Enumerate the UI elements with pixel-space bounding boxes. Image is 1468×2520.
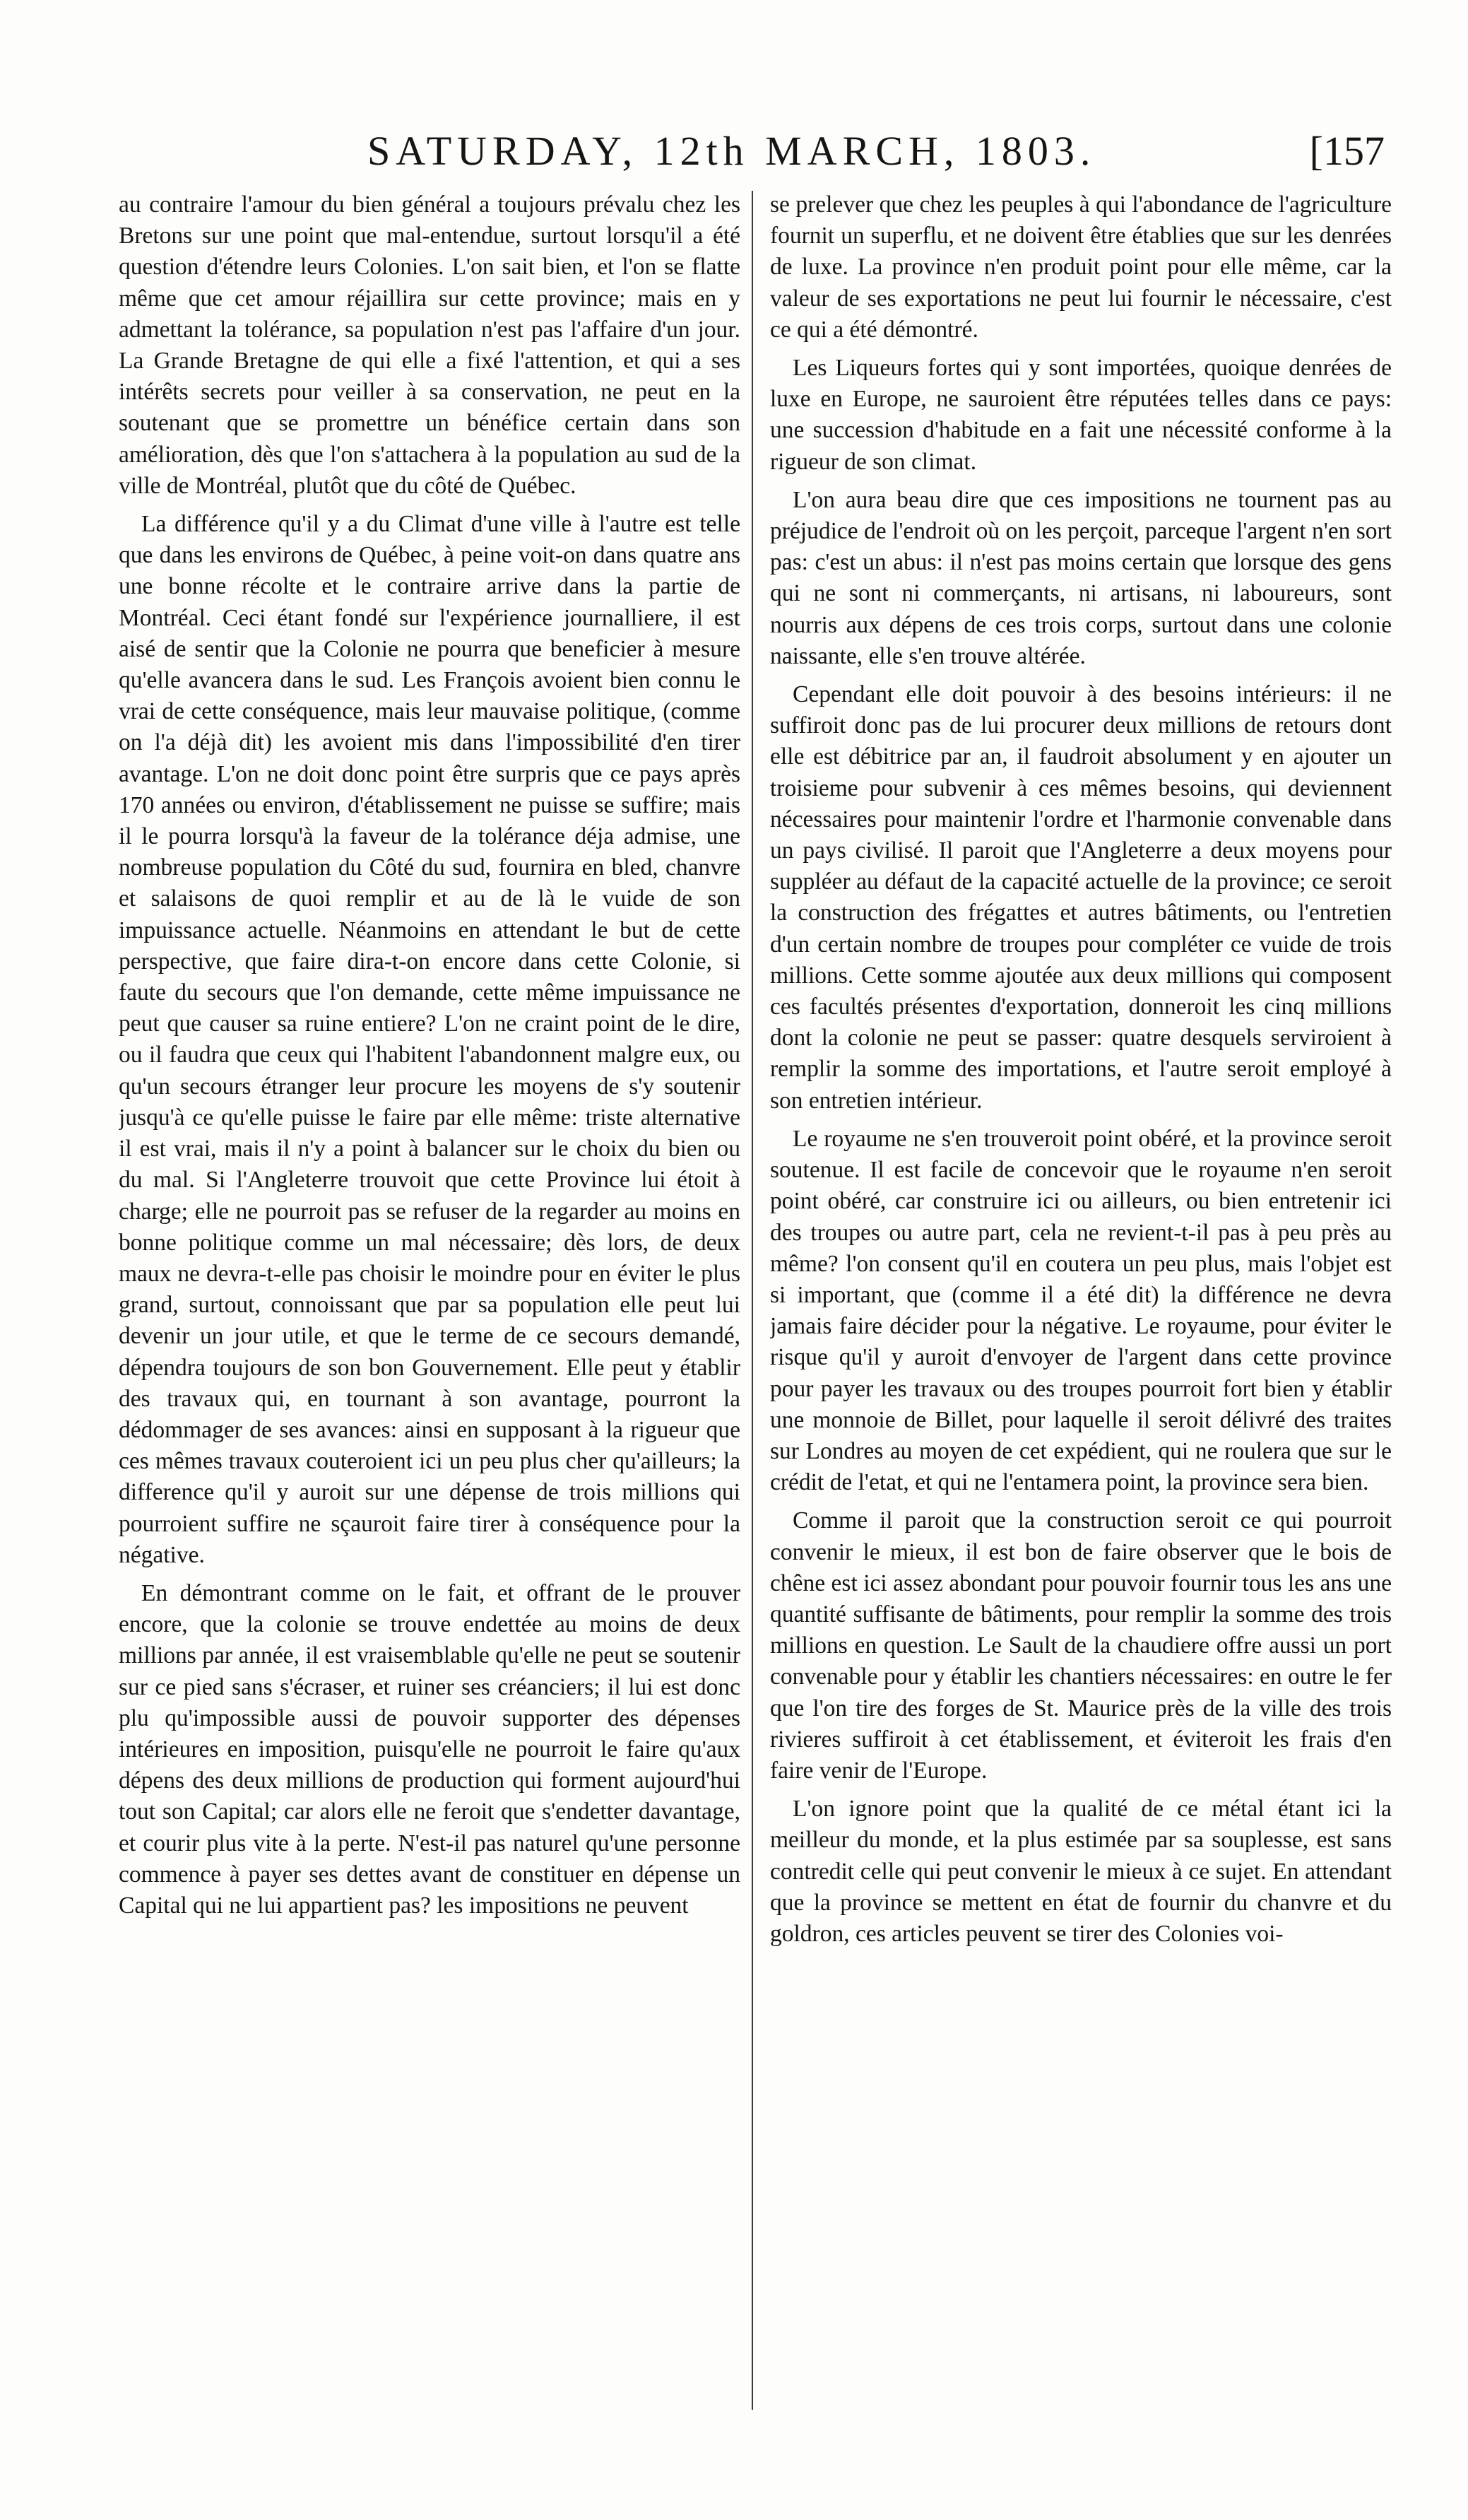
page-number: [157 bbox=[1309, 128, 1385, 174]
left-paragraph-2: La différence qu'il y a du Climat d'une ville à l'autre est telle que dans les environs de Québec, à peine voit-on dans quatre ans une bonne récolte et le contraire arrive dans la partie de Montréal. Ceci étant fondé sur l'expérience journalliere, il est aisé de sentir que la Colonie ne pourra que beneficier à mesure qu'elle avancera dans le sud. Les François avoient bien connu le vrai de cette conséquence, mais leur mauvaise politique, (comme on l'a déjà dit) les avoient mis dans l'impossibilité d'en tirer avantage. L'on ne doit donc point être surpris que ce pays après 170 années ou environ, d'établissement ne puisse se suffire; mais il le pourra lorsqu'à la faveur de la tolérance déja admise, une nombreuse population du Côté du sud, fournira en bled, chanvre et salaisons de quoi remplir et au de là le vuide de son impuissance actuelle. Néanmoins en attendant le but de cette perspective, que faire dira-t-on encore dans cette Colonie, si faute du secours que l'on demande, cette même impuissance ne peut que causer sa ruine entiere? L'on ne craint point de le dire, ou il faudra que ceux qui l'habitent l'abandonnent malgre eux, ou qu'un secours étranger leur procure les moyens de s'y soutenir jusqu'à ce qu'elle puisse le faire par elle même: triste alternative il est vrai, mais il n'y a point à balancer sur le choix du bien ou du mal. Si l'Angleterre trouvoit que cette Province lui étoit à charge; elle ne pourroit pas se refuser de la regarder au moins en bonne politique comme un mal nécessaire; dès lors, de deux maux ne devra-t-elle pas choisir le moindre pour en éviter le plus grand, surtout, connoissant que par sa population elle peut lui devenir un jour utile, et que le terme de ce secours demandé, dépendra toujours de son bon Gouvernement. Elle peut y établir des travaux qui, en tournant à son avantage, pourront la dédommager de ses avances: ainsi en supposant à la rigueur que ces mêmes travaux couteroient ici un peu plus cher qu'ailleurs; la difference qu'il y auroit sur une dépense de trois millions qui pourroient suffire ne sçauroit faire tirer à conséquence pour la négative. bbox=[119, 511, 740, 1568]
right-paragraph-3: L'on aura beau dire que ces impositions ne tournent pas au préjudice de l'endroit où on les perçoit, parceque l'argent n'en sort pas: c'est un abus: il n'est pas moins certain que lorsque des gens qui ne sont ni commerçants, ni artisans, ni laboureurs, sont nourris aux dépens de ces trois corps, surtout dans une colonie naissante, elle s'en trouve altérée. bbox=[770, 486, 1392, 669]
left-paragraph-1: au contraire l'amour du bien général a toujours prévalu chez les Bretons sur une point que mal-entendue, surtout lorsqu'il a été question d'étendre leurs Colonies. L'on sait bien, et l'on se flatte même que cet amour réjaillira sur cette province; mais en y admettant la tolérance, sa population n'est pas l'affaire d'un jour. La Grande Bretagne de qui elle a fixé l'attention, et qui a ses intérêts secrets pour veiller à sa conservation, ne peut en la soutenant que se promettre un bénéfice certain dans son amélioration, dès que l'on s'attachera à la population au sud de la ville de Montréal, plutôt que du côté de Québec. bbox=[119, 192, 740, 499]
right-paragraph-2: Les Liqueurs fortes qui y sont importées, quoique denrées de luxe en Europe, ne sauroient être réputées telles dans ce pays: une succession d'habitude en a fait une nécessité conforme à la rigueur de son climat. bbox=[770, 355, 1392, 475]
column-divider bbox=[752, 191, 753, 2410]
page-title: SATURDAY, 12th MARCH, 1803. bbox=[367, 128, 1096, 174]
right-paragraph-1: se prelever que chez les peuples à qui l'abondance de l'agriculture fournit un superflu, et ne doivent être établies que sur les denrées de luxe. La province n'en produit point pour elle même, car la valeur de ses exportations ne peut lui fournir le nécessaire, c'est ce qui a été démontré. bbox=[770, 192, 1392, 343]
right-column bbox=[770, 189, 1392, 2437]
left-paragraph-3: En démontrant comme on le fait, et offrant de le prouver encore, que la colonie se trouve endettée au moins de deux millions par année, il est vraisemblable qu'elle ne peut se soutenir sur ce pied sans s'écraser, et ruiner ses créanciers; il lui est donc plu qu'impossible aussi de pouvoir supporter des dépenses intérieures en imposition, puisqu'elle ne pourroit le faire qu'aux dépens des deux millions de production qui forment aujourd'hui tout son Capital; car alors elle ne feroit que s'endetter davantage, et courir plus vite à la perte. N'est-il pas naturel qu'une personne commence à payer ses dettes avant de constituer en dépense un Capital qui ne lui appartient pas? les impositions ne peuvent bbox=[119, 1579, 740, 1919]
right-paragraph-4: Cependant elle doit pouvoir à des besoins intérieurs: il ne suffiroit donc pas de lui procurer deux millions de retours dont elle est débitrice par an, il faudroit absolument y en ajouter un troisieme pour subvenir à ces mêmes besoins, qui deviennent nécessaires pour maintenir l'ordre et l'harmonie convenable dans un pays civilisé. Il paroit que l'Angleterre a deux moyens pour suppléer au défaut de la capacité actuelle de la province; ce seroit la construction des frégattes et autres bâtiments, ou l'entretien d'un certain nombre de troupes pour compléter ce vuide de trois millions. Cette somme ajoutée aux deux millions qui composent ces facultés présentes d'exportation, donneroit les cinq millions dont la colonie ne peut se passer: quatre desquels serviroient à remplir la somme des importations, et l'autre seroit employé à son entretien intérieur. bbox=[770, 681, 1392, 1114]
left-column bbox=[119, 189, 740, 2437]
right-paragraph-5: Le royaume ne s'en trouveroit point obéré, et la province seroit soutenue. Il est facile de concevoir que le royaume n'en seroit point obéré, car construire ici ou ailleurs, ou bien entretenir ici des troupes ou autre part, cela ne revient-t-il pas à peu près au même? l'on consent qu'il en coutera un peu plus, mais l'objet est si important, que (comme il a été dit) la différence ne devra jamais faire décider pour la négative. Le royaume, pour éviter le risque qu'il y auroit d'envoyer de l'argent dans cette province pour payer les travaux ou des troupes pourroit fort bien y établir une monnoie de Billet, pour laquelle il seroit délivré des traites sur Londres au moyen de cet expédient, qui ne roulera que sur le crédit de l'etat, et qui ne l'entamera point, la province sera bien. bbox=[770, 1125, 1392, 1496]
right-paragraph-6: Comme il paroit que la construction seroit ce qui pourroit convenir le mieux, il est bon de faire observer que le bois de chêne est ici assez abondant pour pouvoir fournir tous les ans une quantité suffisante de bâtiments, pour remplir la somme des trois millions en question. Le Sault de la chaudiere offre aussi un port convenable pour y établir les chantiers nécessaires: en outre le fer que l'on tire des forges de St. Maurice près de la ville des trois rivieres suffiroit à cet établissement, et éviteroit les frais d'en faire venir de l'Europe. bbox=[770, 1507, 1392, 1784]
page-header bbox=[120, 127, 1385, 184]
right-paragraph-7: L'on ignore point que la qualité de ce métal étant ici la meilleur du monde, et la plus estimée par sa souplesse, est sans contredit celle qui peut convenir le mieux à ce sujet. En attendant que la province se mettent en état de fournir du chanvre et du goldron, ces articles peuvent se tirer des Colonies voi- bbox=[770, 1796, 1392, 1947]
